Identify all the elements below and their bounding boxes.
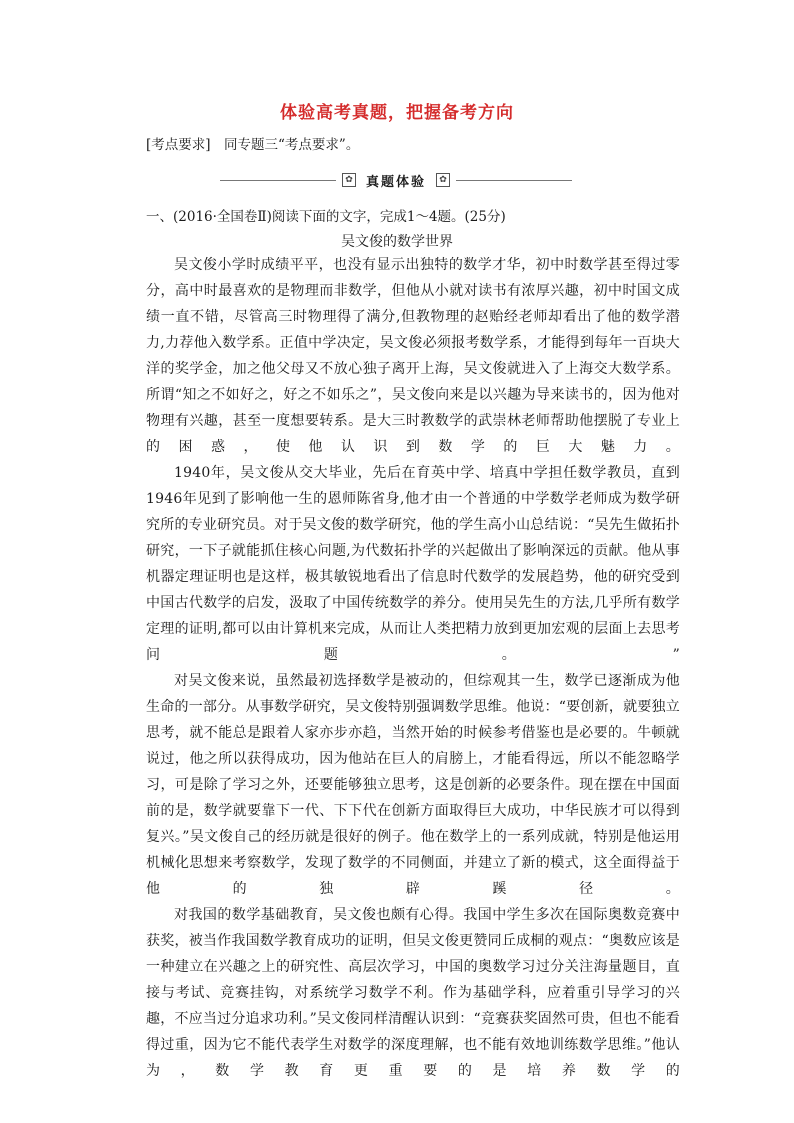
banner-label: 真题体验 xyxy=(366,174,427,190)
paragraph: 对吴文俊来说，虽然最初选择数学是被动的，但综观其一生，数学已逐渐成为他生命的一部分。从事数学研究，吴文俊特别强调数学思维。他说：“要创新，就要独立思考，就不能总是跟着人家亦步亦趋，当然开始的时候参考借鉴也是必要的。牛顿就说过，他之所以获得成功，因为他站在巨人的肩膀上，才能看得远，所以不能忽略学习，可是除了学习之外，还要能够独立思考，这是创新的必要条件。现在摆在中国面前的是，数学就要靠下一代、下下代在创新方面取得巨大成功，中华民族才可以得到复兴。”吴文俊自己的经历就是很好的例子。他在数学上的一系列成就，特别是他运用机械化思想来考察数学，发现了数学的不同侧面，并建立了新的模式，这全面得益于他的独辟蹊径。 xyxy=(146,673,680,897)
section-banner xyxy=(220,170,572,190)
page-title: 体验高考真题，把握备考方向 xyxy=(280,103,514,123)
flower-icon: ✿ xyxy=(342,173,356,187)
paragraph: 吴文俊小学时成绩平平，也没有显示出独特的数学才华，初中时数学甚至得过零分，高中时最喜欢的是物理而非数学，但他从小就对读书有浓厚兴趣，初中时国文成绩一直不错，尽管高三时物理得了满分,但教物理的赵贻经老师却看出了他的数学潜力,力荐他入数学系。正值中学决定，吴文俊必须报考数学系，才能得到每年一百块大洋的奖学金，加之他父母又不放心独子离开上海，吴文俊就进入了上海交大数学系。所谓“知之不如好之，好之不如乐之”，吴文俊向来是以兴趣为导来读书的，因为他对物理有兴趣，甚至一度想要转系。是大三时教数学的武崇林老师帮助他摆脱了专业上的困惑，使他认识到数学的巨大魅力。 xyxy=(146,257,680,455)
flower-icon: ✿ xyxy=(436,173,450,187)
question-intro: 一、(2016·全国卷Ⅱ)阅读下面的文字，完成1～4题。(25分) xyxy=(146,209,506,225)
article-body xyxy=(146,252,680,1084)
banner-rule-left xyxy=(220,180,336,181)
paragraph: 1940年，吴文俊从交大毕业，先后在育英中学、培真中学担任数学教员，直到1946年见到了影响他一生的恩师陈省身,他才由一个普通的中学数学老师成为数学研究所的专业研究员。对于吴文俊的数学研究，他的学生高小山总结说：“吴先生做拓扑研究，一下子就能抓住核心问题,为代数拓扑学的兴起做出了影响深远的贡献。他从事机器定理证明也是这样，极其敏锐地看出了信息时代数学的发展趋势，他的研究受到中国古代数学的启发，汲取了中国传统数学的养分。使用吴先生的方法,几乎所有数学定理的证明,都可以由计算机来完成，从而让人类把精力放到更加宏观的层面上去思考问题。” xyxy=(146,465,680,663)
article-title: 吴文俊的数学世界 xyxy=(341,234,453,250)
exam-requirement: [考点要求] 同专题三“考点要求”。 xyxy=(146,137,360,153)
banner-rule-right xyxy=(456,180,572,181)
paragraph: 对我国的数学基础教育，吴文俊也颇有心得。我国中学生多次在国际奥数竞赛中获奖，被当作我国数学教育成功的证明，但吴文俊更赞同丘成桐的观点：“奥数应该是一种建立在兴趣之上的研究性、高层次学习，中国的奥数学习过分关注海量题目，直接与考试、竞赛挂钩，对系统学习数学不利。作为基础学科，应着重引导学习的兴趣，不应当过分追求功利。”吴文俊同样清醒认识到：“竞赛获奖固然可贵，但也不能看得过重，因为它不能代表学生对数学的深度理解，也不能有效地训练数学思维。”他认为，数学教育更重要的是培养数学的 xyxy=(146,907,680,1079)
